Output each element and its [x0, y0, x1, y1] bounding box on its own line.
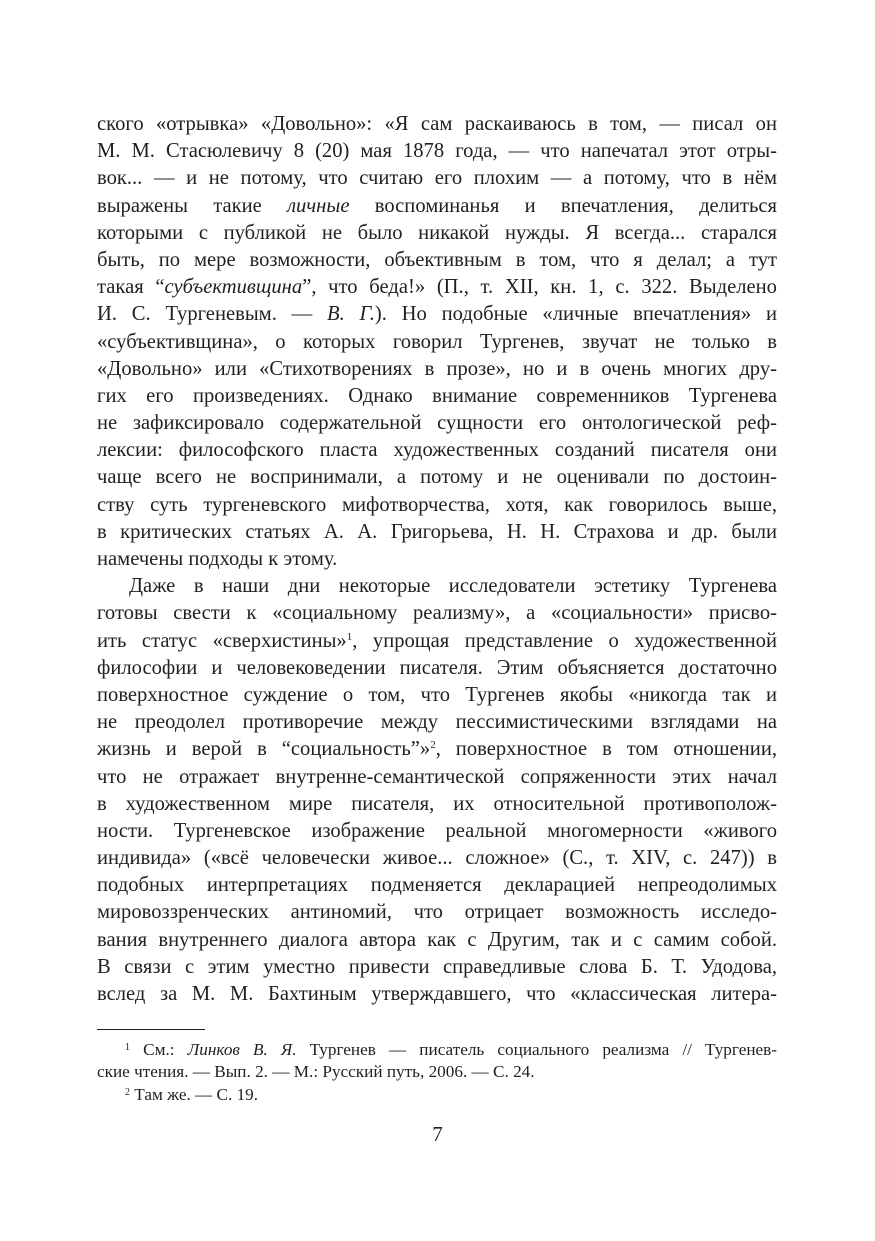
text-line: в критических статьях А. А. Григорьева, Н. Н. Страхова и др. были [97, 520, 777, 543]
italic-word: субъективщина [164, 276, 303, 299]
text-line: чаще всего не воспринимали, а потому и не оценивали по достоин- [97, 466, 777, 489]
text-line: которыми с публикой не было никакой нужды. Я всегда... старался [97, 221, 777, 244]
footnote-mark: 1 [125, 1042, 130, 1053]
footnote-1: $^1$ См.: Линков В. Я. Тургенев — писатель социального реализма // Тургенев- [125, 1040, 778, 1059]
text-line: такая “субъективщина”, что беда!» (П., т. XII, кн. 1, с. 322. Выделено [97, 276, 777, 299]
text-line: в художественном мире писателя, их относительной противополож- [97, 792, 777, 815]
text-line: ству суть тургеневского мифотворчества, хотя, как говорилось выше, [97, 493, 777, 516]
main-text [97, 111, 777, 1008]
text-line: М. М. Стасюлевичу 8 (20) мая 1878 года, — что напечатал этот отры- [97, 140, 777, 163]
text-line: вок... — и не потому, что считаю его плохим — а потому, что в нём [97, 167, 777, 190]
page-number: 7 [432, 1122, 443, 1146]
footnote-1-cont: ские чтения. — Вып. 2. — М.: Русский путь, 2006. — С. 24. [97, 1062, 535, 1082]
text-line: что не отражает внутренне-семантической сопряженности этих начал [97, 765, 777, 788]
footnote-2: $^2$ Там же. — С. 19. [125, 1084, 259, 1104]
text-line: В связи с этим уместно привести справедливые слова Б. Т. Удодова, [97, 955, 777, 978]
text-line: ности. Тургеневское изображение реальной многомерности «живого [97, 819, 777, 842]
footnotes [97, 1039, 777, 1106]
footnote-ref-1[interactable]: 1 [346, 630, 353, 643]
text-line: индивида» («всё человечески живое... сложное» (С., т. XIV, с. 247)) в [97, 847, 777, 870]
text-line: гих его произведениях. Однако внимание современников Тургенева [97, 384, 777, 407]
italic-initials: В. Г. [327, 303, 375, 326]
text-line: «субъективщина», о которых говорил Тургенев, звучат не только в [97, 330, 777, 353]
text-line: не преодолел противоречие между пессимистическими взглядами на [97, 711, 777, 734]
text-line: мировоззренческих антиномий, что отрицает возможность исследо- [97, 901, 777, 924]
text-line: ского «отрывка» «Довольно»: «Я сам раскаиваюсь в том, — писал он [97, 113, 777, 135]
text-line: И. С. Тургеневым. — В. Г.). Но подобные «личные впечатления» и [97, 303, 777, 326]
text-line: «Довольно» или «Стихотворениях в прозе», но и в очень многих дру- [97, 357, 777, 380]
footnote-mark: 2 [125, 1086, 130, 1098]
text-line: Даже в наши дни некоторые исследователи эстетику Тургенева [129, 575, 777, 598]
text-line: поверхностное суждение о том, что Тургенев якобы «никогда так и [97, 683, 777, 706]
footnote-ref-2[interactable]: 2 [430, 739, 436, 752]
text-line: лексии: философского пласта художественных созданий писателя они [97, 439, 777, 462]
text-line: быть, по мере возможности, объективным в том, что я делал; а тут [97, 248, 777, 271]
text-line: готовы свести к «социальному реализму», а «социальности» присво- [97, 602, 777, 625]
text-line: философии и человековедении писателя. Этим объясняется достаточно [97, 656, 777, 679]
text-line: намечены подходы к этому. [97, 548, 338, 570]
text-line: ить статус «сверхистины»$^1$, упрощая представление о художественной [97, 629, 777, 652]
footnote-author: Линков В. Я. [187, 1040, 297, 1059]
text-line: вслед за М. М. Бахтиным утверждавшего, что «классическая литера- [97, 983, 777, 1005]
text-line: жизнь и верой в “социальность”»$^2$, поверхностное в том отношении, [97, 738, 777, 761]
text-line: не зафиксировало содержательной сущности его онтологической реф- [97, 412, 777, 435]
footnote-separator [97, 1029, 205, 1030]
text-line: выражены такие личные воспоминанья и впечатления, делиться [97, 194, 778, 217]
text-line: вания внутреннего диалога автора как с Другим, так и с самим собой. [97, 928, 777, 951]
text-line: подобных интерпретациях подменяется декларацией непреодолимых [97, 874, 777, 897]
italic-word: личные [287, 194, 350, 217]
